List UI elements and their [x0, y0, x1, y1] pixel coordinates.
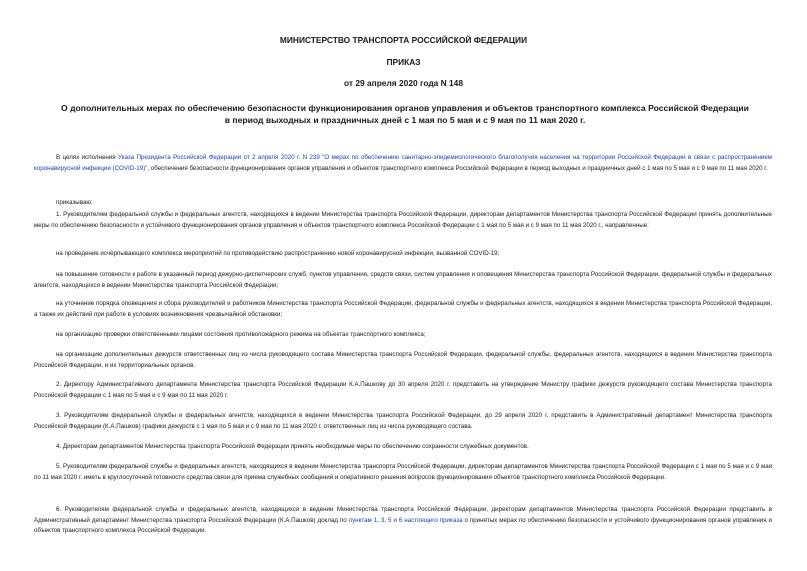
- item-1-sub-e: на организацию дополнительных дежурств ответственных лиц из числа руководящего состава Министерства транспорта Российской Федерации, федеральной службы, федеральных агентств, находящихся в ведении Министерства транспорта Российской Федерации, и их территориальных органов.: [34, 351, 772, 369]
- ministry-heading: МИНИСТЕРСТВО ТРАНСПОРТА РОССИЙСКОЙ ФЕДЕРАЦИИ: [279, 35, 528, 45]
- document-type: ПРИКАЗ: [386, 57, 421, 67]
- item-6-text-start: 6. Руководителям федеральной службы и федеральных агентств, находящихся в ведении Министерства транспорта Российской Федерации, директорам департаментов Министерства транспорта Российской Федерации представить в Административный департамент Министерства транспорта Российской Федерации (К.А.Пашков) доклад по: [34, 506, 772, 524]
- item-3: 3. Руководителям федеральной службы и федеральных агентств, находящихся в ведении Министерства транспорта Российской Федерации, до 29 апреля 2020 г. представить в Административный департамент Министерства транспорта Российской Федерации (К.А.Пашков) графики дежурств с 1 мая по 5 мая и с 9 мая по 11 мая 2020 г. ответственных лиц из числа руководящего состава.: [34, 412, 772, 430]
- document-date-number: от 29 апреля 2020 года N 148: [344, 78, 463, 88]
- item-4: 4. Директорам департаментов Министерства транспорта Российской Федерации принять необходимые меры по обеспечению сохранности служебных документов.: [56, 443, 529, 450]
- preamble-text-start: В целях исполнения: [56, 154, 119, 161]
- item-6-text-end: о принятых мерах по обеспечению безопасности и устойчивого функционирования органов управления и объектов транспортного комплекса Российской Федерации.: [34, 516, 772, 535]
- preamble: [34, 153, 772, 174]
- item-1-sub-c: на уточнение порядка оповещения и сбора руководителей и работников Министерства транспорта Российской Федерации, федеральной службы и федеральных агентств, находящихся в ведении Министерства транспорта Российской Федерации, а также их действий при работе в условиях возникновения чрезвычайной обстановки;: [34, 300, 772, 318]
- document-title: О дополнительных мерах по обеспечению безопасности функционирования органов управления и объектов транспортного комплекса Российской Федерации в период выходных и праздничных дней с 1 мая по 5 мая и с 9 мая по 11 мая 2020 г.: [61, 103, 749, 125]
- item-1-sub-d: на организацию проверки ответственными лицами состояния противопожарного режима на объектах транспортного комплекса;: [56, 331, 426, 338]
- item-6: [34, 505, 772, 537]
- preamble-text-end: , обеспечения безопасности функционирования органов управления и объектов транспортного комплекса Российской Федерации в период выходных и праздничных дней с 1 мая по 5 мая и с 9 мая по 11 мая 2020 г.: [147, 164, 768, 172]
- item-1-sub-a: на проведение исчерпывающего комплекса мероприятий по противодействию распространению новой коронавирусной инфекции, вызванной COVID-19;: [56, 250, 500, 257]
- ukaz-link[interactable]: Указа Президента Российской Федерации от 2 апреля 2020 г. N 239 "О мерах по обеспечению санитарно-эпидемиологического благополучия населения на территории Российской Федерации в связи с распространением коронавирусной инфекции (COVID-19)": [34, 154, 773, 172]
- prikazyvayu-line: приказываю:: [56, 199, 93, 206]
- item-5: 5. Руководителям федеральной службы и федеральных агентств, находящихся в ведении Министерства транспорта Российской Федерации, директорам департаментов Министерства транспорта Российской Федерации с 1 мая по 5 мая и с 9 мая по 11 мая 2020 г. иметь в круглосуточной готовности средства связи для приема служебных сообщений и оперативного решения вопросов функционирования объектов транспортного комплекса Российской Федерации.: [34, 463, 772, 481]
- item-1-sub-b: на повышение готовности к работе в указанный период дежурно-диспетчерских служб, пунктов управления, средств связи, систем управления и оповещения Министерства транспорта Российской Федерации, федеральной службы и федеральных агентств, находящихся в ведении Министерства транспорта Российской Федерации;: [34, 271, 772, 289]
- items-reference-link[interactable]: пунктам 1, 3, 5 и 6 настоящего приказа: [348, 516, 463, 524]
- item-2: 2. Директору Административного департамента Министерства транспорта Российской Федерации К.А.Пашкову до 30 апреля 2020 г. представить на утверждение Министру графики дежурств руководящего состава Министерства транспорта Российской Федерации с 1 мая по 5 мая и с 9 мая по 11 мая 2020 г.: [34, 381, 772, 399]
- item-1: 1. Руководителям федеральной службы и федеральных агентств, находящихся в ведении Министерства транспорта Российской Федерации, директорам департаментов Министерства транспорта Российской Федерации принять дополнительные меры по обеспечению безопасности и устойчивого функционирования органов управления и объектов транспортного комплекса Российской Федерации с 1 мая по 5 мая и с 9 мая по 11 мая 2020 г., направленные:: [34, 211, 772, 229]
